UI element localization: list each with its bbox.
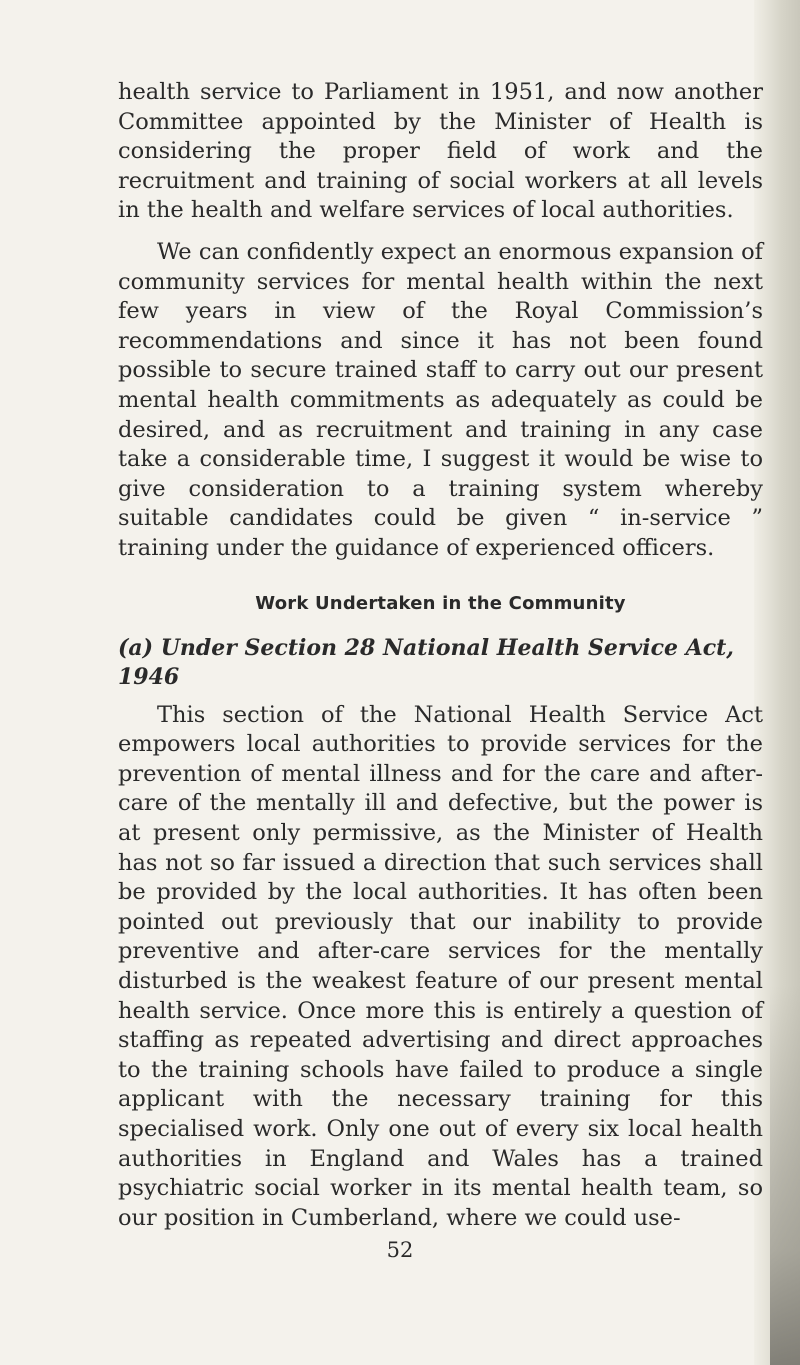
page-number: 52 — [386, 1238, 414, 1262]
section-heading: Work Undertaken in the Community — [255, 592, 626, 614]
paragraph-continued: health service to Parliament in 1951, and now another Committee appointed by the Minister of Health is considering the proper field of work and the recruitment and training of social workers at all levels in the health and welfare services of local authorities. — [118, 79, 763, 224]
document-body — [118, 78, 763, 1233]
paragraph-section-28: This section of the National Health Service Act empowers local authorities to provide services for the prevention of mental illness and for the care and after-care of the mentally ill and defective, but the power is at present only permissive, as the Minister of Health has not so far issued a direction that such services shall be provided by the local authorities. It has often been pointed out previously that our inability to provide preventive and after-care services for the mentally disturbed is the weakest feature of our present mental health service. Once more this is entirely a question of staffing as repeated advertising and direct approaches to the training schools have failed to produce a single applicant with the necessary training for this specialised work. Only one out of every six local health authorities in England and Wales has a trained psychiatric social worker in its mental health team, so our position in Cumberland, where we could use- — [118, 701, 763, 1231]
paragraph-community-services: We can confidently expect an enormous expansion of community services for mental health within the next few years in view of the Royal Commission’s recommendations and since it has not been found possible to secure trained staff to carry out our present mental health commitments as adequately as could be desired, and as recruitment and training in any case take a considerable time, I suggest it would be wise to give consideration to a training system whereby suitable candidates could be given “ in-service ” training under the guidance of experienced officers. — [118, 238, 763, 561]
section-subheading: (a) Under Section 28 National Health Service Act, 1946 — [118, 634, 734, 691]
page-edge-shadow-bottom — [770, 985, 800, 1365]
